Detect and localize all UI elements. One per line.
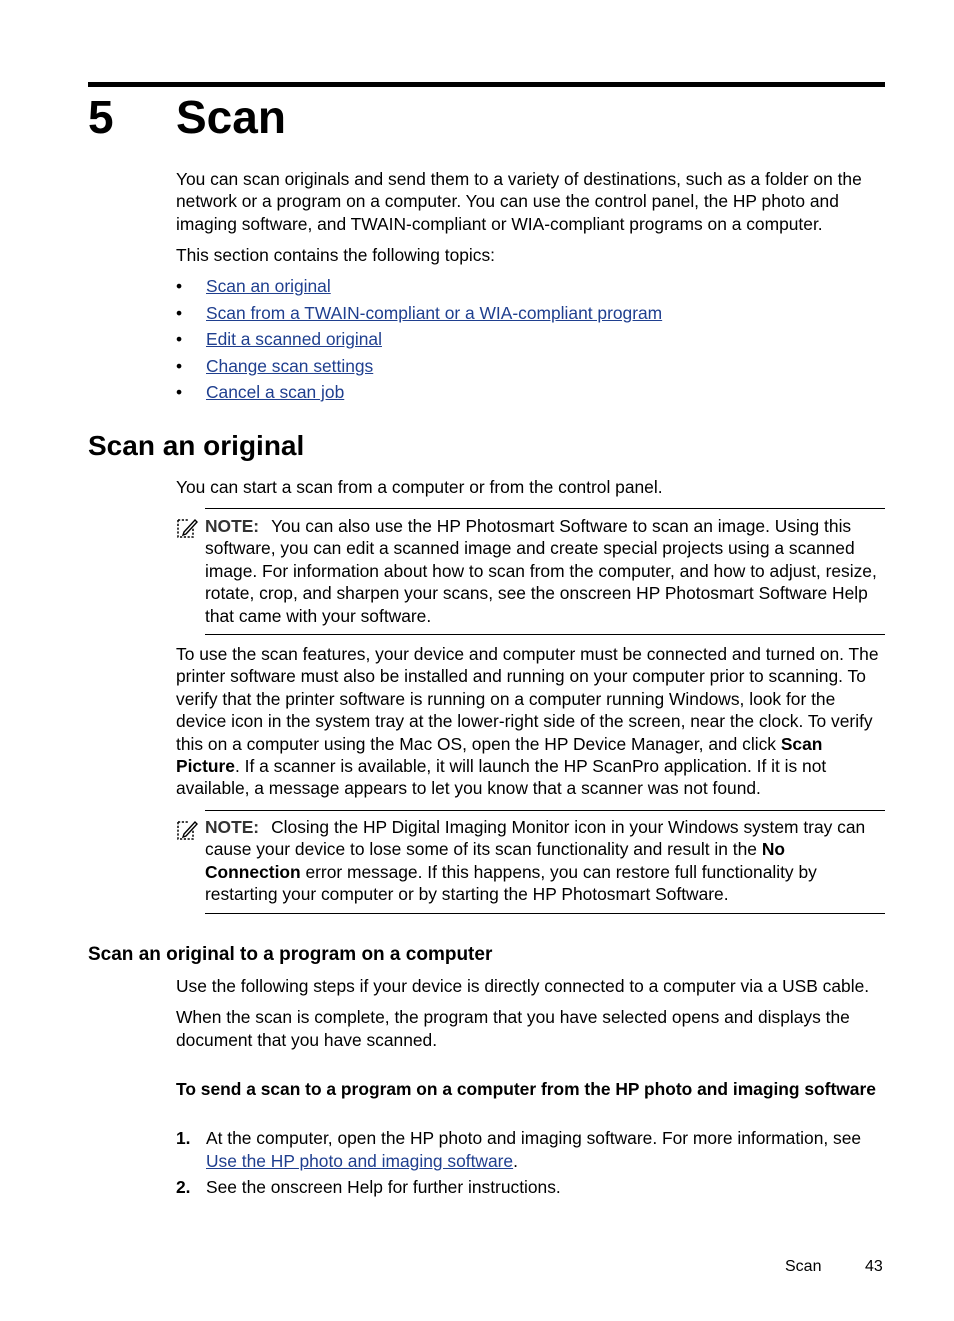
note-bottom-rule xyxy=(205,913,885,914)
no-connection-term: No Connection xyxy=(205,839,785,882)
footer-section-name: Scan xyxy=(785,1258,822,1275)
hp-software-link[interactable]: Use the HP photo and imaging software xyxy=(206,1151,514,1171)
note-top-rule xyxy=(205,810,885,811)
paragraph-text: . If a scanner is available, it will launch the HP ScanPro application. If it is not available, a message appears to let you know that a scanner was not found. xyxy=(176,756,827,799)
list-item xyxy=(176,1176,885,1199)
step-number: 2. xyxy=(176,1177,191,1197)
note-pencil-icon xyxy=(176,819,198,841)
bullet-icon: • xyxy=(176,329,183,349)
list-item xyxy=(176,353,885,380)
scan-picture-term: Scan Picture xyxy=(176,733,823,777)
subsection-text xyxy=(176,975,885,1051)
note-bottom-rule xyxy=(205,634,885,635)
intro-text xyxy=(176,168,885,267)
note-text xyxy=(205,515,885,627)
note-pencil-icon xyxy=(176,517,198,539)
bullet-icon: • xyxy=(176,276,183,296)
procedure-title: To send a scan to a program on a computer from the HP photo and imaging software xyxy=(176,1079,876,1099)
step-text: See the onscreen Help for further instructions. xyxy=(206,1177,561,1197)
list-item xyxy=(176,300,885,327)
note-box xyxy=(176,810,885,914)
page-number: 43 xyxy=(865,1258,883,1275)
bullet-icon: • xyxy=(176,355,183,376)
step-text: At the computer, open the HP photo and imaging software. For more information, see xyxy=(206,1128,862,1148)
bullet-icon: • xyxy=(176,382,183,402)
topic-link-edit-scanned-original[interactable]: Edit a scanned original xyxy=(206,329,382,349)
note-label: NOTE: xyxy=(205,516,260,536)
chapter-title: Scan xyxy=(176,91,286,143)
topics-intro: This section contains the following topics: xyxy=(176,245,495,266)
list-item xyxy=(176,1127,885,1173)
note-text xyxy=(205,816,885,906)
note-top-rule xyxy=(205,508,885,509)
note-label: NOTE: xyxy=(205,817,260,837)
requirements-paragraph xyxy=(176,643,885,800)
note-body: You can also use the HP Photosmart Software to scan an image. Using this software, you can edit a scanned image and create special projects using a scanned image. For information about how to scan from the computer, and how to adjust, resize, rotate, crop, and sharpen your scans, see the onscreen HP Photosmart Software Help that came with your software. xyxy=(205,516,877,626)
chapter-number: 5 xyxy=(88,91,114,143)
bullet-icon: • xyxy=(176,302,183,323)
step-number: 1. xyxy=(176,1128,191,1148)
note-box xyxy=(176,508,885,635)
list-item xyxy=(176,273,885,300)
step-list xyxy=(176,1127,885,1202)
topic-link-twain-wia[interactable]: Scan from a TWAIN-compliant or a WIA-compliant program xyxy=(206,302,663,323)
topic-link-change-scan-settings[interactable]: Change scan settings xyxy=(206,355,374,376)
note-body: Closing the HP Digital Imaging Monitor icon in your Windows system tray can cause your device to lose some of its scan functionality and result in the xyxy=(205,817,866,860)
step-text: . xyxy=(513,1151,518,1171)
topic-list xyxy=(176,273,885,406)
paragraph-text: To use the scan features, your device and computer must be connected and turned on. The printer software must also be installed and running on your computer prior to scanning. To verify that the printer software is running on a computer running Windows, look for the device icon in the system tray at the lower-right side of the screen, near the clock. To verify this on a computer using the Mac OS, open the HP Device Manager, and click xyxy=(176,644,879,754)
intro-paragraph: You can scan originals and send them to a variety of destinations, such as a folder on the network or a program on a computer. You can use the control panel, the HP photo and imaging software, and TWAIN-compliant or WIA-compliant programs on a computer. xyxy=(176,169,862,234)
subsection-heading: Scan an original to a program on a computer xyxy=(88,944,493,965)
topic-link-scan-an-original[interactable]: Scan an original xyxy=(206,276,331,296)
list-item xyxy=(176,326,885,353)
section-heading: Scan an original xyxy=(88,430,305,461)
list-item xyxy=(176,379,885,406)
topic-link-cancel-scan-job[interactable]: Cancel a scan job xyxy=(206,382,345,402)
usb-paragraph: Use the following steps if your device is directly connected to a computer via a USB cable. xyxy=(176,976,870,996)
note-body: error message. If this happens, you can restore full functionality by restarting your computer or by starting the HP Photosmart Software. xyxy=(205,861,817,905)
scan-complete-paragraph: When the scan is complete, the program that you have selected opens and displays the document that you have scanned. xyxy=(176,1007,850,1050)
section-intro: You can start a scan from a computer or from the control panel. xyxy=(176,477,663,497)
chapter-top-rule xyxy=(88,82,885,87)
